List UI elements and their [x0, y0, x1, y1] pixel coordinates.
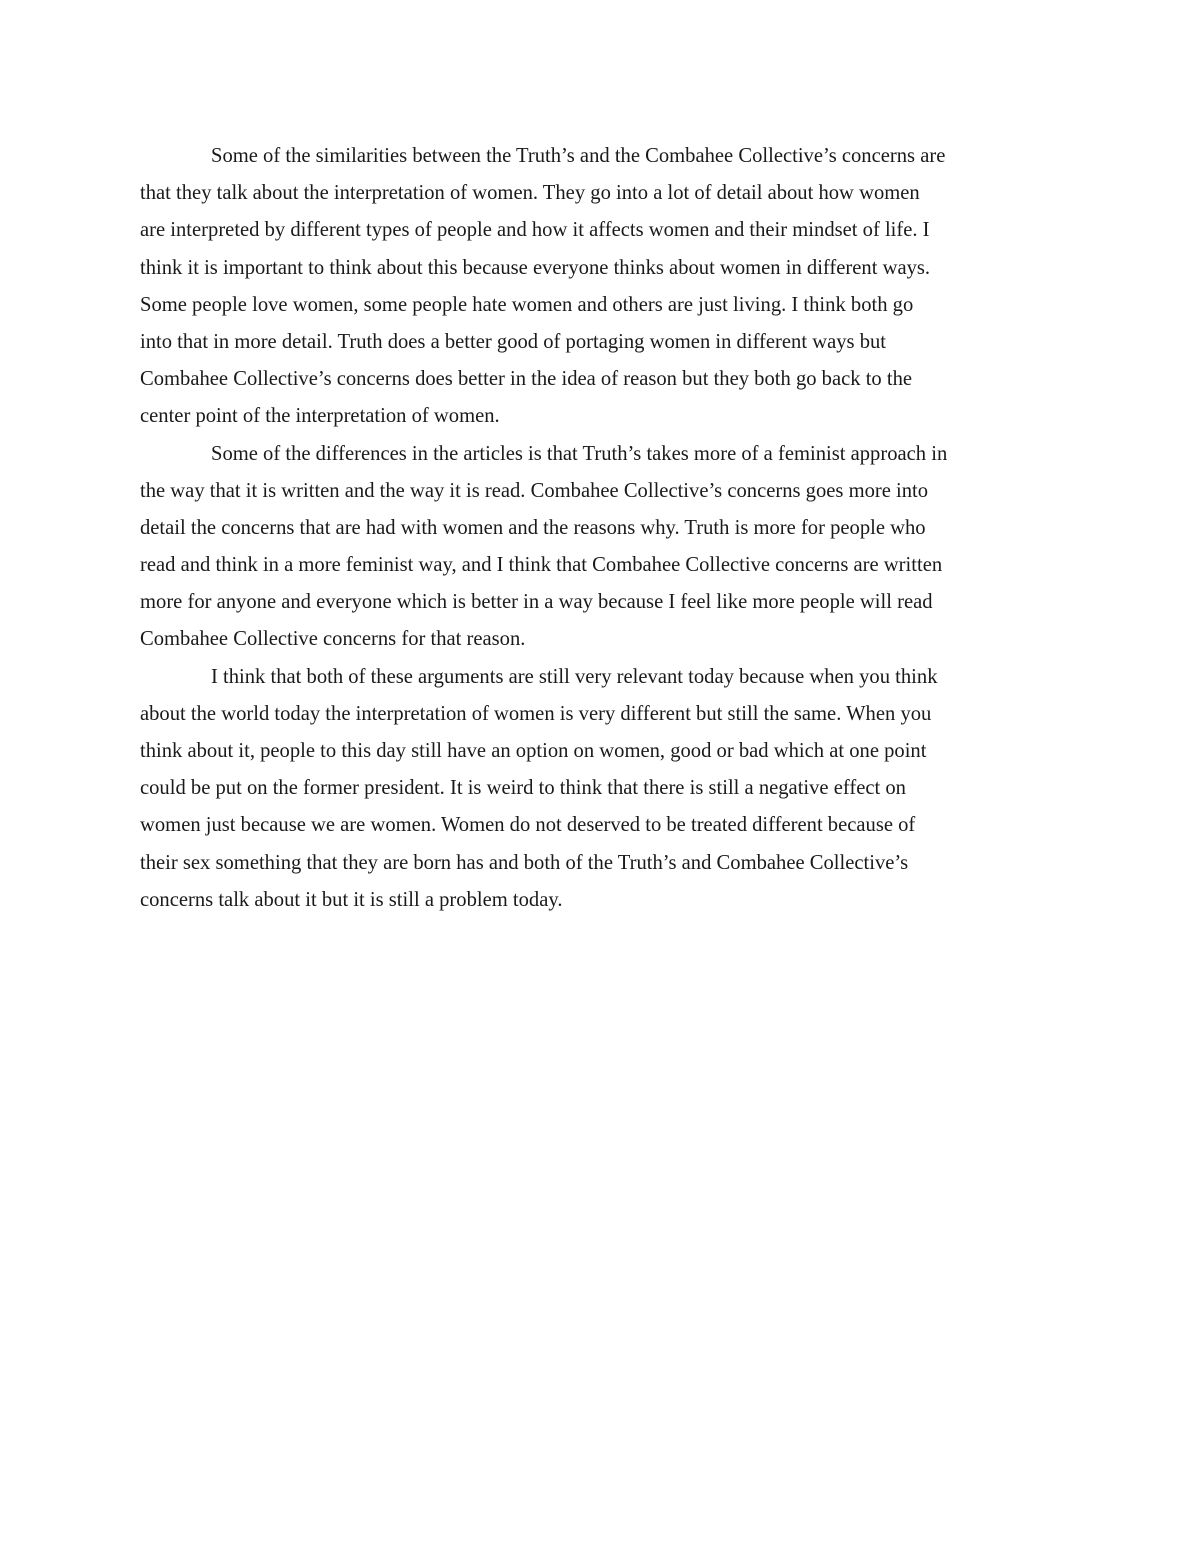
text-line: about the world today the interpretation of women is very different but still the same. When you: [140, 702, 932, 725]
text-line: Combahee Collective concerns for that reason.: [140, 628, 526, 651]
paragraph-2: [140, 436, 1060, 659]
text-line: think it is important to think about this because everyone thinks about women in different ways.: [140, 256, 931, 279]
text-line: think about it, people to this day still have an option on women, good or bad which at one point: [140, 740, 927, 762]
text-line: Combahee Collective’s concerns does better in the idea of reason but they both go back to the: [140, 368, 913, 391]
paragraph-1: [140, 138, 1060, 436]
text-line: center point of the interpretation of women.: [140, 405, 500, 428]
text-line: into that in more detail. Truth does a better good of portaging women in different ways but: [140, 330, 887, 353]
text-line: the way that it is written and the way it is read. Combahee Collective’s concerns goes more into: [140, 479, 929, 502]
text-line: their sex something that they are born has and both of the Truth’s and Combahee Collective’s: [140, 851, 909, 874]
text-line: detail the concerns that are had with women and the reasons why. Truth is more for people who: [140, 516, 926, 539]
text-line: concerns talk about it but it is still a problem today.: [140, 888, 563, 911]
text-line: are interpreted by different types of people and how it affects women and their mindset of life. I: [140, 219, 930, 242]
text-line: Some of the similarities between the Truth’s and the Combahee Collective’s concerns are: [211, 145, 946, 167]
text-line: Some people love women, some people hate women and others are just living. I think both go: [140, 293, 914, 316]
text-line: could be put on the former president. It is weird to think that there is still a negative effect on: [140, 777, 906, 800]
text-line: Some of the differences in the articles is that Truth’s takes more of a feminist approach in: [211, 442, 948, 465]
text-line: women just because we are women. Women do not deserved to be treated different because of: [140, 814, 916, 837]
text-line: more for anyone and everyone which is better in a way because I feel like more people will read: [140, 591, 933, 614]
text-line: that they talk about the interpretation of women. They go into a lot of detail about how women: [140, 182, 920, 205]
text-line: read and think in a more feminist way, and I think that Combahee Collective concerns are written: [140, 554, 943, 577]
text-line: I think that both of these arguments are still very relevant today because when you think: [211, 665, 938, 688]
paragraph-3: [140, 659, 1060, 919]
document-body: [140, 138, 1060, 919]
